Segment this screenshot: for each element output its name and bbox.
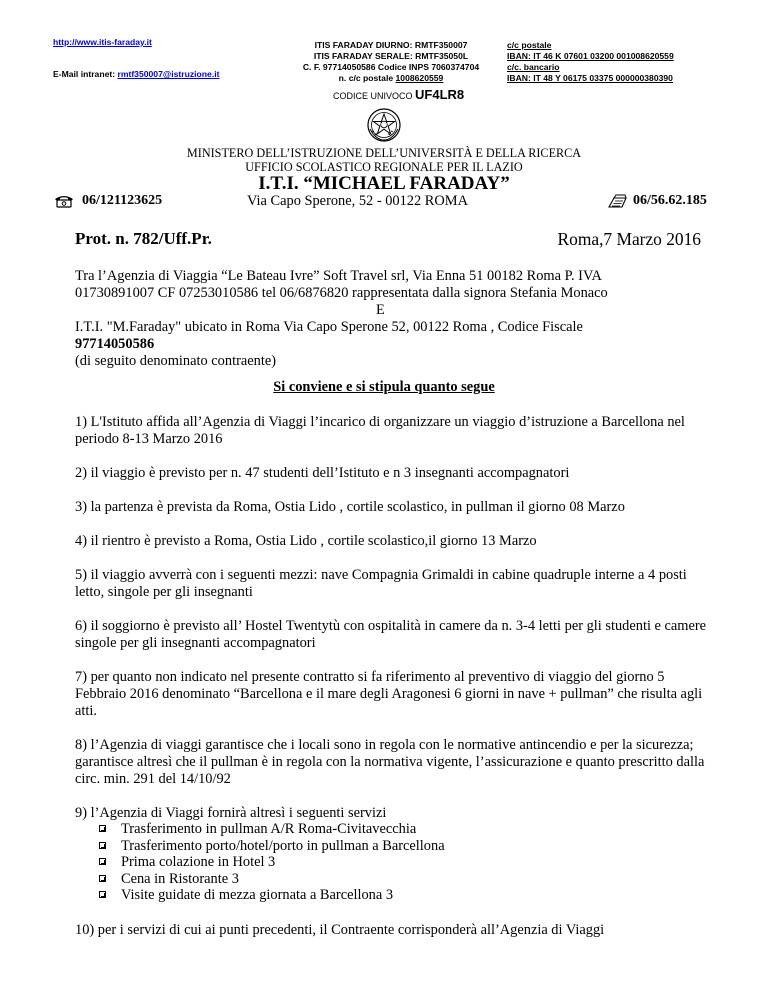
letterhead-codes [282,40,500,84]
letterhead-left [53,37,152,48]
clause-9: 9) l’Agenzia di Viaggi fornirà altresì i seguenti servizi [75,805,387,821]
checkbox-bullet-icon [99,842,106,849]
code-line-cf: C. F. 97714050586 Codice INPS 7060374704 [302,62,480,72]
email-label: E-Mail intranet: [53,69,116,79]
parties-line-6: (di seguito denominato contraente) [75,353,277,369]
agreement-heading: Si conviene e si stipula quanto segue [273,379,495,395]
clause-8: 8) l’Agenzia di viaggi garantisce che i locali sono in regola con le normative antincendio e per la sicurezza; garantisce altresì che il pullman è in regola con la normativa vigente, l’assicurazione e quanto prescritto dalla circ. min. 291 del 14/10/92 [75,737,705,787]
website-link[interactable]: http://www.itis-faraday.it [53,37,152,47]
email-link[interactable]: rmtf350007@istruzione.it [117,69,220,79]
fax-icon [606,194,628,208]
parties-block [75,268,725,370]
service-label: Trasferimento porto/hotel/porto in pullman a Barcellona [121,837,445,854]
bank-postal-label: c/c postale [507,40,552,50]
protocol-number: Prot. n. 782/Uff.Pr. [75,229,212,248]
unique-code-label: CODICE UNIVOCO [333,91,413,101]
republic-emblem-icon [366,107,402,143]
clause-4: 4) il rientro è previsto a Roma, Ostia Lido , cortile scolastico,il giorno 13 Marzo [75,533,537,549]
unique-code-value: UF4LR8 [415,87,465,102]
code-line-serale: ITIS FARADAY SERALE: RMTF35050L [313,51,469,61]
clause-6: 6) il soggiorno è previsto all’ Hostel Twentytù con ospitalità in camere da n. 3-4 letti per gli studenti e camere singole per gli insegnanti accompagnatori [75,618,707,651]
code-line-diurno: ITIS FARADAY DIURNO: RMTF350007 [314,40,468,50]
list-item [98,871,698,888]
clause-3: 3) la partenza è prevista da Roma, Ostia Lido , cortile scolastico, in pullman il giorno 08 Marzo [75,499,625,515]
ministry-line-1: MINISTERO DELL’ISTRUZIONE DELL’UNIVERSITÀ E DELLA RICERCA [186,146,582,160]
unique-code-line [333,87,464,102]
postal-account-label: n. c/c postale [338,73,394,83]
fiscal-code: 97714050586 [75,336,155,352]
service-label: Visite guidate di mezza giornata a Barcellona 3 [121,887,394,904]
list-item [98,887,698,904]
bank-details [507,40,674,84]
telephone-icon [54,194,74,208]
phone-line [54,193,162,209]
fax-line [606,193,707,209]
list-item [98,838,698,855]
parties-line-2: 01730891007 CF 07253010586 tel 06/6876820 rappresentata dalla signora Stefania Monaco [75,285,608,301]
checkbox-bullet-icon [99,891,106,898]
service-label: Prima colazione in Hotel 3 [121,854,276,871]
postal-account-line [282,73,500,84]
clause-7: 7) per quanto non indicato nel presente contratto si fa riferimento al preventivo di viaggio del giorno 5 Febbraio 2016 denominato “Barcellona e il mare degli Aragonesi 6 giorni in nave + pullman” che risulta agli atti. [75,669,703,719]
bank-account-label: c/c. bancario [507,62,560,72]
service-label: Trasferimento in pullman A/R Roma-Civitavecchia [121,821,417,837]
fax-number: 06/56.62.185 [633,193,707,208]
bank-postal-iban: IBAN: IT 46 K 07601 03200 001008620559 [507,51,674,61]
ministry-line-2: UFFICIO SCOLASTICO REGIONALE PER IL LAZIO [245,160,523,174]
phone-number: 06/121123625 [82,193,163,208]
clause-5: 5) il viaggio avverrà con i seguenti mezzi: nave Compagnia Grimaldi in cabine quadruple interne a 4 posti letto, singole per gli insegnanti [75,567,687,600]
clause-10: 10) per i servizi di cui ai punti precedenti, il Contraente corrisponderà all’Agenzia di Viaggi [75,922,605,938]
clause-2: 2) il viaggio è previsto per n. 47 studenti dell’Istituto e n 3 insegnanti accompagnatori [75,465,570,481]
school-address: Via Capo Sperone, 52 - 00122 ROMA [247,193,468,209]
bank-account-iban: IBAN: IT 48 Y 06175 03375 000000380390 [507,73,673,83]
list-item [98,854,698,871]
parties-line-4: I.T.I. "M.Faraday" ubicato in Roma Via Capo Sperone 52, 00122 Roma , Codice Fiscale [75,319,583,335]
checkbox-bullet-icon [99,825,106,832]
email-line [53,69,219,80]
services-list [98,821,698,904]
checkbox-bullet-icon [99,858,106,865]
clause-1: 1) L'Istituto affida all’Agenzia di Viaggi l’incarico di organizzare un viaggio d’istruzione a Barcellona nel periodo 8-13 Marzo 2016 [75,414,685,447]
parties-conjunction: E [376,302,385,318]
list-item [98,821,698,838]
postal-account-number: 1008620559 [395,73,444,83]
place-date: Roma,7 Marzo 2016 [557,229,701,249]
parties-line-1: Tra l’Agenzia di Viaggia “Le Bateau Ivre” Soft Travel srl, Via Enna 51 00182 Roma P. IVA [75,268,602,284]
service-label: Cena in Ristorante 3 [121,870,239,887]
school-name: I.T.I. “MICHAEL FARADAY” [258,173,510,194]
checkbox-bullet-icon [99,875,106,882]
